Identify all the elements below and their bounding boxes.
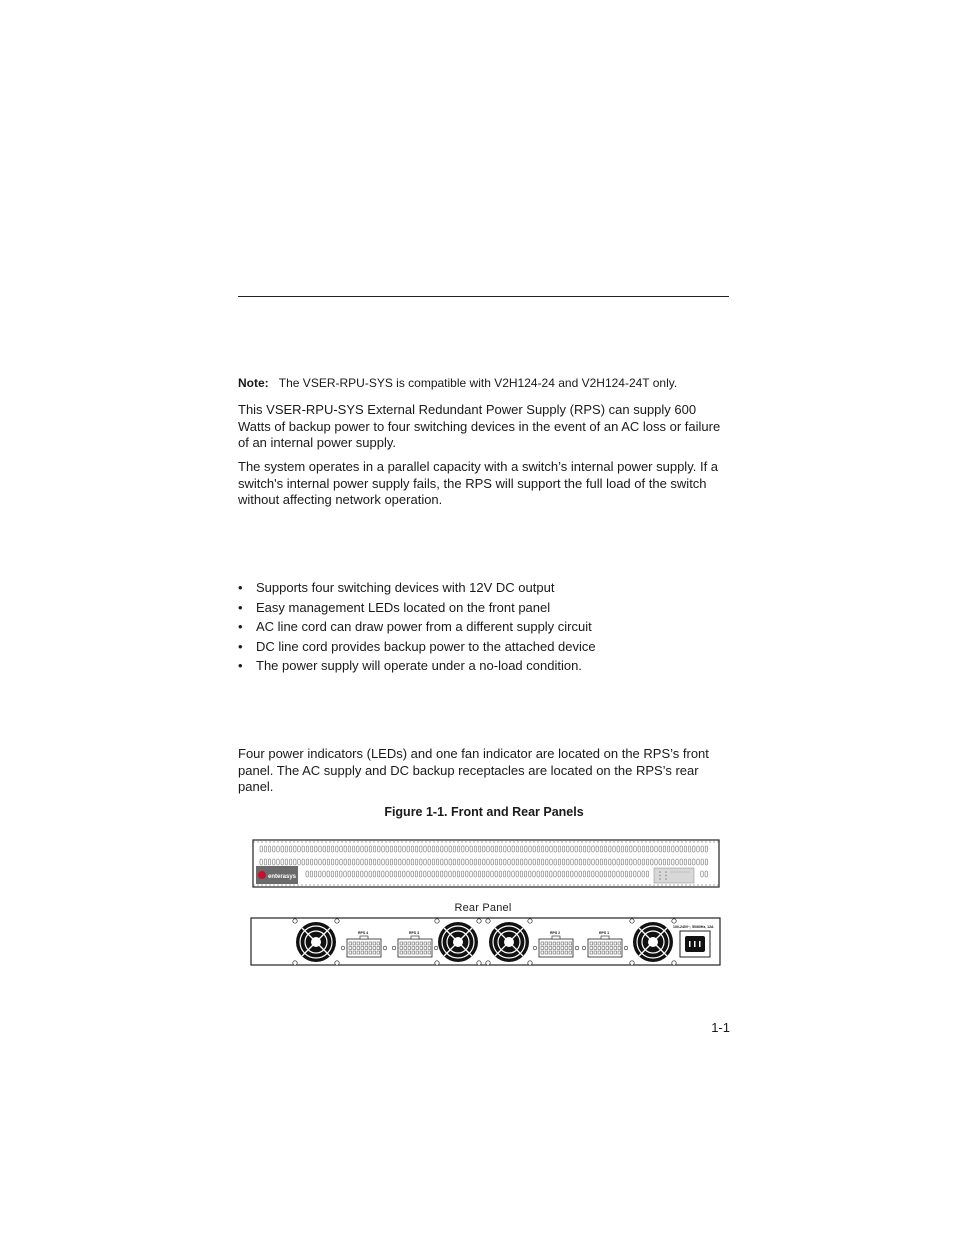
rps-connector-label: RPS 2: [550, 931, 561, 935]
header-rule: [238, 296, 729, 297]
note-label: Note:: [238, 376, 269, 390]
feature-text: AC line cord can draw power from a different supply circuit: [256, 619, 592, 635]
bullet-icon: •: [238, 580, 243, 595]
rear-panel-illustration: [250, 917, 722, 967]
logo-mark-icon: [258, 871, 266, 879]
figure-caption: Figure 1-1. Front and Rear Panels: [384, 805, 584, 819]
intro-paragraph: This VSER-RPU-SYS External Redundant Power Supply (RPS) can supply 600 Watts of backup power to four switching devices in the event of an AC loss or failure of an internal power supply.: [238, 402, 721, 450]
feature-text: The power supply will operate under a no-load condition.: [256, 658, 582, 674]
ac-rating-text: 100-240V~, 50/60Hz, 12A: [673, 925, 714, 929]
compatibility-note: [238, 375, 730, 392]
list-item: [238, 618, 596, 638]
panels-paragraph: Four power indicators (LEDs) and one fan indicator are located on the RPS’s front panel. The AC supply and DC backup receptacles are located on the RPS’s rear panel.: [238, 746, 709, 794]
operation-paragraph: The system operates in a parallel capacity with a switch’s internal power supply. If a switch's internal power supply fails, the RPS will support the full load of the switch without affecting network operation.: [238, 459, 719, 507]
feature-text: DC line cord provides backup power to the attached device: [256, 638, 596, 654]
list-item: [238, 599, 596, 619]
feature-list: [238, 579, 596, 677]
rps-connector-label: RPS 1: [599, 931, 610, 935]
page-number: 1-1: [711, 1020, 730, 1035]
bullet-icon: •: [238, 599, 243, 615]
bullet-icon: •: [238, 658, 243, 674]
note-text: The VSER-RPU-SYS is compatible with V2H124-24 and V2H124-24T only.: [278, 376, 678, 390]
rear-panel-label: Rear Panel: [454, 902, 512, 914]
rps-connector-label: RPS 4: [358, 931, 369, 935]
feature-text: Supports four switching devices with 12V DC output: [256, 580, 555, 595]
bullet-icon: •: [238, 638, 243, 654]
logo-text: enterasys: [268, 874, 297, 880]
list-item: [238, 657, 596, 677]
bullet-icon: •: [238, 619, 243, 635]
front-panel-illustration: [250, 838, 722, 890]
rps-connector-label: RPS 3: [409, 931, 420, 935]
list-item: [238, 638, 596, 658]
feature-text: Easy management LEDs located on the front panel: [256, 599, 551, 615]
list-item: [238, 579, 596, 599]
